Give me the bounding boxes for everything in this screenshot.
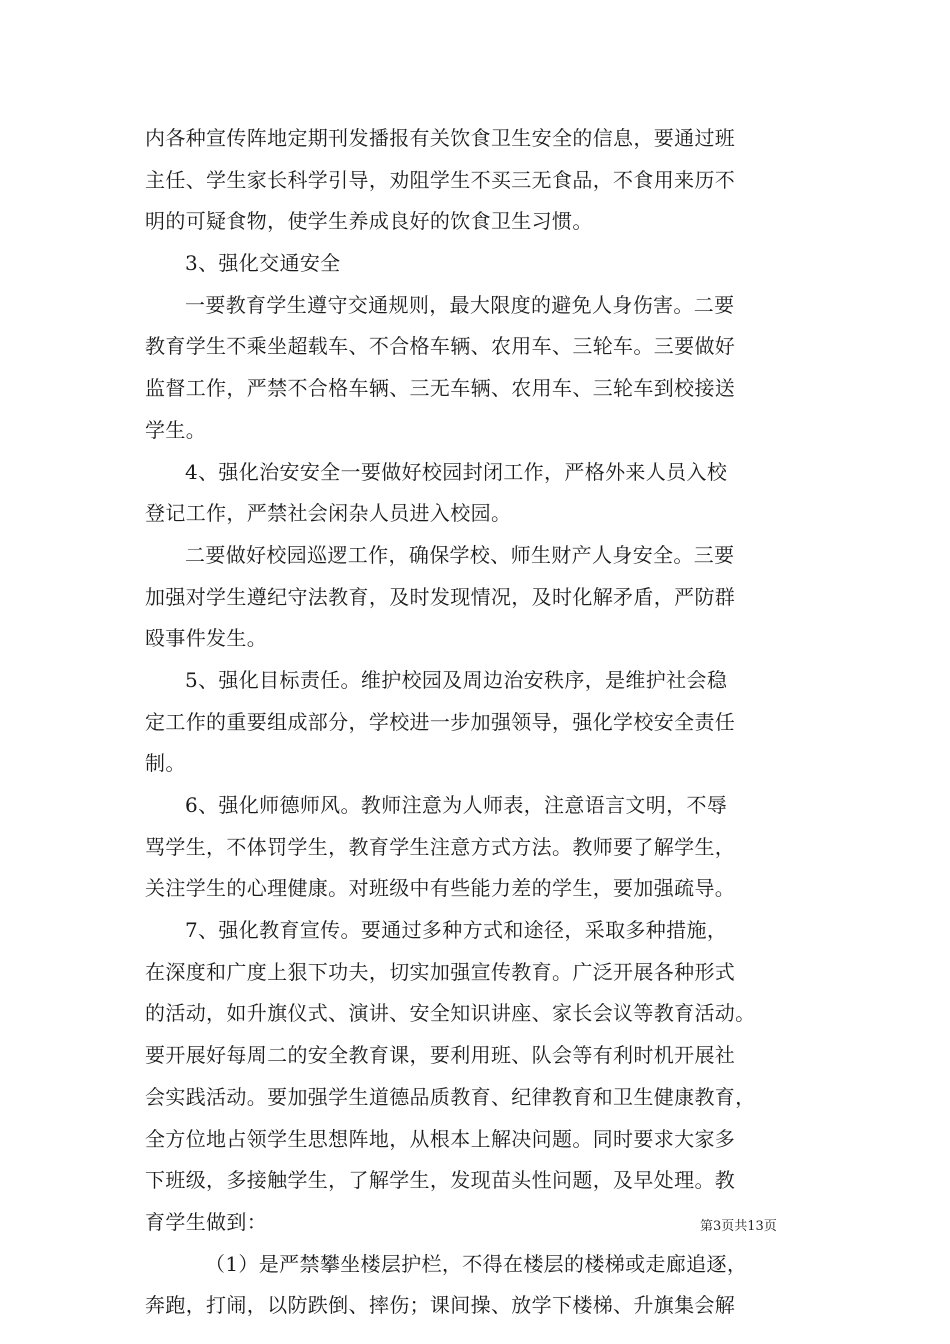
text-line: 监督工作，严禁不合格车辆、三无车辆、农用车、三轮车到校接送 bbox=[145, 376, 736, 401]
text-line: 奔跑，打闹，以防跌倒、摔伤；课间操、放学下楼梯、升旗集会解 bbox=[145, 1293, 736, 1318]
text-line: 7、强化教育宣传。要通过多种方式和途径，采取多种措施， bbox=[185, 918, 728, 943]
text-line: 制。 bbox=[145, 751, 186, 776]
text-line: 二要做好校园巡逻工作，确保学校、师生财产人身安全。三要 bbox=[185, 542, 735, 567]
text-line: 教育学生不乘坐超载车、不合格车辆、农用车、三轮车。三要做好 bbox=[145, 334, 736, 359]
text-line: 会实践活动。要加强学生道德品质教育、纪律教育和卫生健康教育， bbox=[145, 1084, 756, 1109]
text-line: 5、强化目标责任。维护校园及周边治安秩序，是维护社会稳 bbox=[185, 667, 728, 692]
text-line: 要开展好每周二的安全教育课，要利用班、队会等有利时机开展社 bbox=[145, 1043, 736, 1068]
text-line: 定工作的重要组成部分，学校进一步加强领导，强化学校安全责任 bbox=[145, 709, 736, 734]
section-heading: 3、强化交通安全 bbox=[185, 251, 341, 276]
page-number-footer: 第3页共13页 bbox=[700, 1219, 777, 1234]
text-line: 6、强化师德师风。教师注意为人师表，注意语言文明，不辱 bbox=[185, 793, 728, 817]
text-line: 骂学生，不体罚学生，教育学生注意方式方法。教师要了解学生， bbox=[145, 834, 736, 859]
text-line: 殴事件发生。 bbox=[145, 626, 268, 651]
text-line: 内各种宣传阵地定期刊发播报有关饮食卫生安全的信息，要通过班 bbox=[145, 126, 736, 150]
text-line: 育学生做到： bbox=[145, 1209, 268, 1234]
text-line: 一要教育学生遵守交通规则，最大限度的避免人身伤害。二要 bbox=[185, 292, 735, 317]
text-line: 加强对学生遵纪守法教育，及时发现情况，及时化解矛盾，严防群 bbox=[145, 584, 736, 609]
document-body bbox=[145, 118, 815, 1327]
text-line: （1）是严禁攀坐楼层护栏，不得在楼层的楼梯或走廊追逐， bbox=[205, 1251, 748, 1276]
text-line: 明的可疑食物，使学生养成良好的饮食卫生习惯。 bbox=[145, 209, 593, 234]
text-line: 在深度和广度上狠下功夫，切实加强宣传教育。广泛开展各种形式 bbox=[145, 959, 736, 984]
text-line: 登记工作，严禁社会闲杂人员进入校园。 bbox=[145, 501, 512, 526]
text-line: 4、强化治安安全一要做好校园封闭工作，严格外来人员入校 bbox=[185, 459, 728, 484]
text-line: 下班级，多接触学生，了解学生，发现苗头性问题，及早处理。教 bbox=[145, 1168, 736, 1193]
text-line: 学生。 bbox=[145, 417, 207, 442]
text-line: 主任、学生家长科学引导，劝阻学生不买三无食品，不食用来历不 bbox=[145, 167, 736, 192]
text-line: 全方位地占领学生思想阵地，从根本上解决问题。同时要求大家多 bbox=[145, 1126, 736, 1151]
text-line: 的活动，如升旗仪式、演讲、安全知识讲座、家长会议等教育活动。 bbox=[145, 1001, 756, 1026]
text-line: 关注学生的心理健康。对班级中有些能力差的学生，要加强疏导。 bbox=[145, 876, 736, 901]
